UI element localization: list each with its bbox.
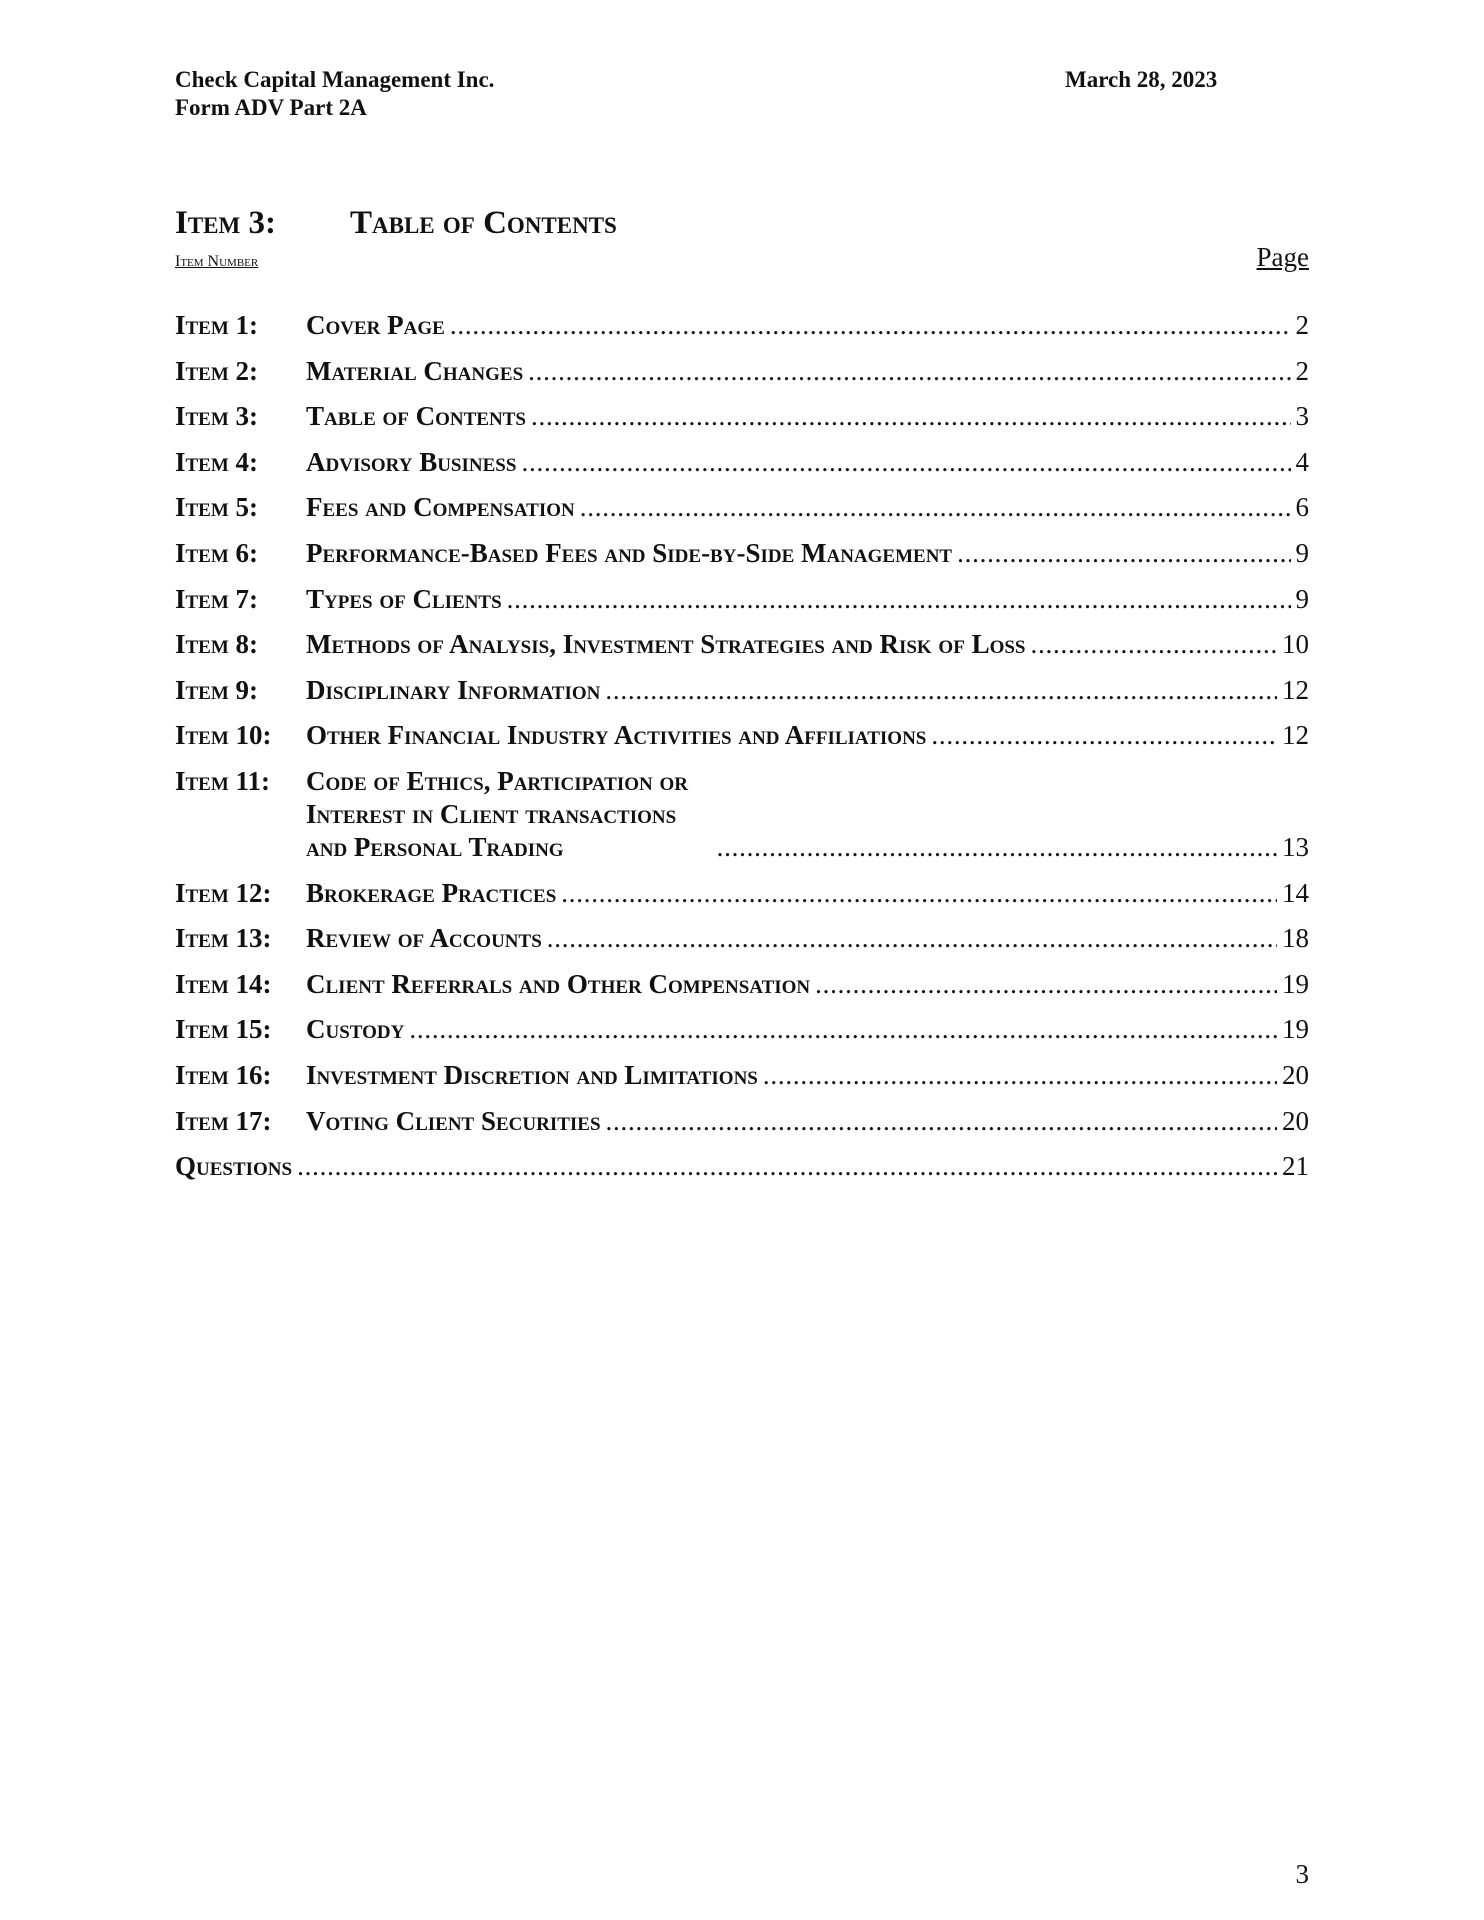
toc-page-number: 3	[1295, 401, 1309, 432]
section-title-text: Table of Contents	[350, 205, 617, 241]
toc-item-number: Item 6:	[175, 537, 259, 568]
dot-leader	[580, 491, 1291, 524]
toc-item-title: Fees and Compensation	[306, 492, 575, 523]
dot-leader	[605, 674, 1277, 707]
toc-page-number: 12	[1282, 720, 1309, 751]
toc-entry-body	[306, 1059, 1309, 1092]
toc-page-number: 2	[1295, 355, 1309, 386]
toc-page-number: 2	[1295, 310, 1309, 340]
toc-entry-body	[306, 491, 1309, 524]
toc-item-number: Item 4:	[175, 446, 259, 477]
dot-leader	[763, 1059, 1277, 1092]
toc-entry-body	[306, 446, 1309, 479]
toc-entry-body	[306, 674, 1309, 707]
toc-page-number: 6	[1295, 492, 1309, 523]
toc-entry-body	[306, 765, 1309, 864]
dot-leader	[606, 1105, 1277, 1138]
toc-entry[interactable]	[175, 765, 1309, 864]
toc-entry[interactable]	[175, 491, 1309, 524]
toc-item-title: Material Changes	[306, 355, 524, 386]
section-title	[175, 205, 617, 242]
toc-item-title: Types of Clients	[306, 583, 502, 614]
toc-item-number: Item 11:	[175, 765, 271, 796]
dot-leader	[931, 719, 1277, 752]
toc-page-number: 20	[1282, 1105, 1309, 1136]
toc-item-number: Item 10:	[175, 720, 272, 751]
toc-entry-body	[306, 968, 1309, 1001]
dot-leader	[1031, 628, 1278, 661]
toc-item-title: Cover Page	[306, 310, 445, 340]
toc-item-title: Methods of Analysis, Investment Strategies and Risk of Loss	[306, 629, 1026, 660]
toc-item-title: Investment Discretion and Limitations	[306, 1059, 758, 1090]
toc-entry[interactable]	[175, 877, 1309, 910]
toc-entry-body	[306, 355, 1309, 388]
section-title-number: Item 3:	[175, 205, 276, 241]
toc-entry[interactable]	[175, 719, 1309, 752]
toc-entry-body	[306, 1105, 1309, 1138]
dot-leader	[957, 537, 1290, 570]
toc-page-number: 18	[1282, 923, 1309, 954]
toc-item-title: Client Referrals and Other Compensation	[306, 968, 811, 999]
toc-page-number: 9	[1295, 537, 1309, 568]
toc-item-number: Item 5:	[175, 492, 259, 523]
toc-item-title: Advisory Business	[306, 446, 517, 477]
toc-entry[interactable]	[175, 1105, 1309, 1138]
toc-entry-body	[306, 719, 1309, 752]
dot-leader	[531, 400, 1291, 433]
company-name: Check Capital Management Inc.	[175, 67, 495, 92]
toc-item-number: Item 9:	[175, 674, 259, 705]
toc-entry[interactable]	[175, 583, 1309, 616]
toc-item-title: Performance-Based Fees and Side-by-Side Management	[306, 537, 953, 568]
toc-entry[interactable]	[175, 537, 1309, 570]
dot-leader	[547, 922, 1277, 955]
toc-entry[interactable]	[175, 446, 1309, 479]
toc-item-number: Item 2:	[175, 355, 259, 386]
toc-item-title: Brokerage Practices	[306, 877, 557, 908]
toc-entry[interactable]	[175, 1059, 1309, 1092]
toc-entry-body	[306, 922, 1309, 955]
toc-item-number: Item 1:	[175, 310, 259, 340]
toc-item-title: Custody	[306, 1014, 405, 1045]
toc-item-number: Item 7:	[175, 583, 259, 614]
dot-leader	[528, 355, 1290, 388]
toc-item-number: Item 13:	[175, 923, 272, 954]
toc-entry[interactable]	[175, 674, 1309, 707]
document-header-left	[175, 66, 494, 122]
item-number-column-label: Item Number	[175, 253, 259, 270]
dot-leader	[521, 446, 1290, 479]
toc-item-number: Item 8:	[175, 629, 259, 660]
toc-item-title: Voting Client Securities	[306, 1105, 601, 1136]
toc-entry[interactable]	[175, 628, 1309, 661]
toc-page-number: 20	[1282, 1059, 1309, 1090]
page-number: 3	[1295, 1859, 1309, 1889]
dot-leader	[815, 968, 1277, 1001]
table-of-contents	[175, 309, 1309, 1196]
toc-page-number: 21	[1282, 1151, 1309, 1182]
dot-leader	[717, 831, 1277, 864]
toc-entry-body	[175, 1150, 1309, 1183]
toc-entry[interactable]	[175, 922, 1309, 955]
toc-item-title: Review of Accounts	[306, 923, 542, 954]
toc-entry[interactable]	[175, 400, 1309, 433]
toc-item-title: Questions	[175, 1151, 293, 1182]
toc-entry-body	[306, 877, 1309, 910]
toc-item-title: Disciplinary Information	[306, 674, 601, 705]
dot-leader	[409, 1013, 1277, 1046]
toc-entry-body	[306, 537, 1309, 570]
toc-item-number: Item 14:	[175, 968, 272, 999]
toc-item-number: Item 12:	[175, 877, 272, 908]
toc-entry[interactable]	[175, 355, 1309, 388]
toc-entry[interactable]	[175, 309, 1309, 342]
toc-entry[interactable]	[175, 968, 1309, 1001]
toc-entry[interactable]	[175, 1013, 1309, 1046]
toc-page-number: 10	[1282, 629, 1309, 660]
toc-page-number: 13	[1282, 831, 1309, 862]
toc-entry-body	[306, 1013, 1309, 1046]
toc-page-number: 4	[1295, 446, 1309, 477]
toc-page-number: 19	[1282, 1014, 1309, 1045]
page-column-label: Page	[1256, 242, 1309, 272]
toc-entry-body	[306, 400, 1309, 433]
toc-item-title: Table of Contents	[306, 401, 526, 432]
document-date: March 28, 2023	[1065, 67, 1218, 92]
toc-item-number: Item 16:	[175, 1059, 272, 1090]
toc-page-number: 19	[1282, 968, 1309, 999]
dot-leader	[561, 877, 1277, 910]
toc-item-number: Item 3:	[175, 401, 259, 432]
toc-entry-body	[306, 309, 1309, 342]
toc-entry-body	[306, 583, 1309, 616]
dot-leader	[297, 1150, 1277, 1183]
toc-entry-body	[306, 628, 1309, 661]
dot-leader	[507, 583, 1291, 616]
toc-item-title: Other Financial Industry Activities and Affiliations	[306, 720, 927, 751]
toc-entry[interactable]	[175, 1150, 1309, 1183]
form-name: Form ADV Part 2A	[175, 95, 367, 120]
toc-page-number: 12	[1282, 674, 1309, 705]
toc-item-number: Item 17:	[175, 1105, 272, 1136]
toc-item-title: Code of Ethics, Participation or Interest in Client transactions and Personal Trading	[306, 765, 688, 862]
toc-page-number: 14	[1282, 877, 1309, 908]
toc-page-number: 9	[1295, 583, 1309, 614]
dot-leader	[450, 309, 1291, 342]
toc-item-number: Item 15:	[175, 1014, 272, 1045]
